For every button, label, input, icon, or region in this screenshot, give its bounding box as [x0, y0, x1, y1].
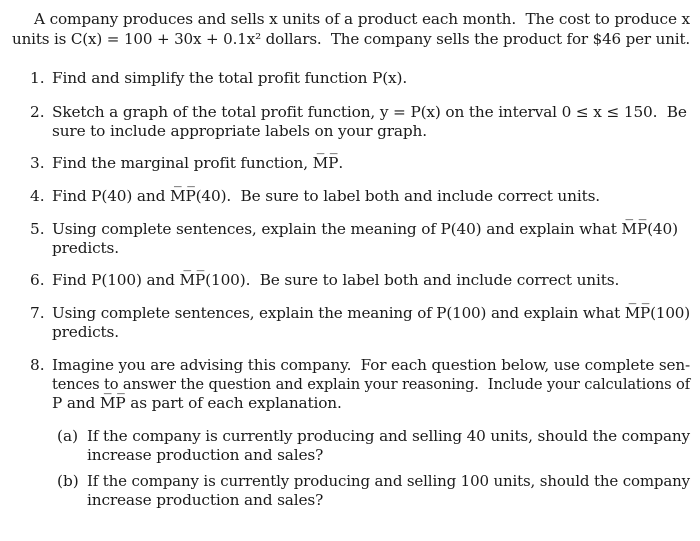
question-8-number: 8.: [30, 356, 45, 374]
intro-line-2: units is C(x) = 100 + 30x + 0.1x² dollars. The company sells the product for $46 per unit.: [12, 30, 691, 48]
question-4-text: Find P(40) and M̅P̅(40). Be sure to label both and include correct units.: [52, 187, 600, 205]
question-7-line-2: predicts.: [52, 323, 119, 341]
question-2-line-1: Sketch a graph of the total profit function, y = P(x) on the interval 0 ≤ x ≤ 150. Be: [52, 103, 687, 121]
question-8-line-1: Imagine you are advising this company. For each question below, use complete sen-: [52, 356, 691, 374]
question-1-text: Find and simplify the total profit function P(x).: [52, 69, 408, 87]
question-3-number: 3.: [30, 154, 45, 172]
question-7-line-1: Using complete sentences, explain the meaning of P(100) and explain what M̅P̅(100): [52, 304, 691, 322]
subquestion-a-label: (a): [57, 427, 79, 445]
question-8-line-2: tences to answer the question and explain your reasoning. Include your calculations of: [52, 375, 690, 393]
question-2-number: 2.: [30, 103, 45, 121]
subquestion-b-line-2: increase production and sales?: [87, 491, 324, 509]
subquestion-a-line-2: increase production and sales?: [87, 446, 324, 464]
question-5-line-1: Using complete sentences, explain the meaning of P(40) and explain what M̅P̅(40): [52, 220, 678, 238]
subquestion-b-line-1: If the company is currently producing and selling 100 units, should the company: [87, 472, 690, 490]
intro-line-1: A company produces and sells x units of a product each month. The cost to produce x: [34, 10, 691, 28]
question-2-line-2: sure to include appropriate labels on your graph.: [52, 122, 427, 140]
question-4-number: 4.: [30, 187, 45, 205]
question-6-text: Find P(100) and M̅P̅(100). Be sure to label both and include correct units.: [52, 271, 620, 289]
question-8-line-3: P and M̅P̅ as part of each explanation.: [52, 394, 342, 412]
question-7-number: 7.: [30, 304, 45, 322]
question-6-number: 6.: [30, 271, 45, 289]
question-5-number: 5.: [30, 220, 45, 238]
question-1-number: 1.: [30, 69, 45, 87]
question-5-line-2: predicts.: [52, 239, 119, 257]
subquestion-b-label: (b): [57, 472, 79, 490]
subquestion-a-line-1: If the company is currently producing and selling 40 units, should the company: [87, 427, 691, 445]
question-3-text: Find the marginal profit function, M̅P̅.: [52, 154, 344, 172]
